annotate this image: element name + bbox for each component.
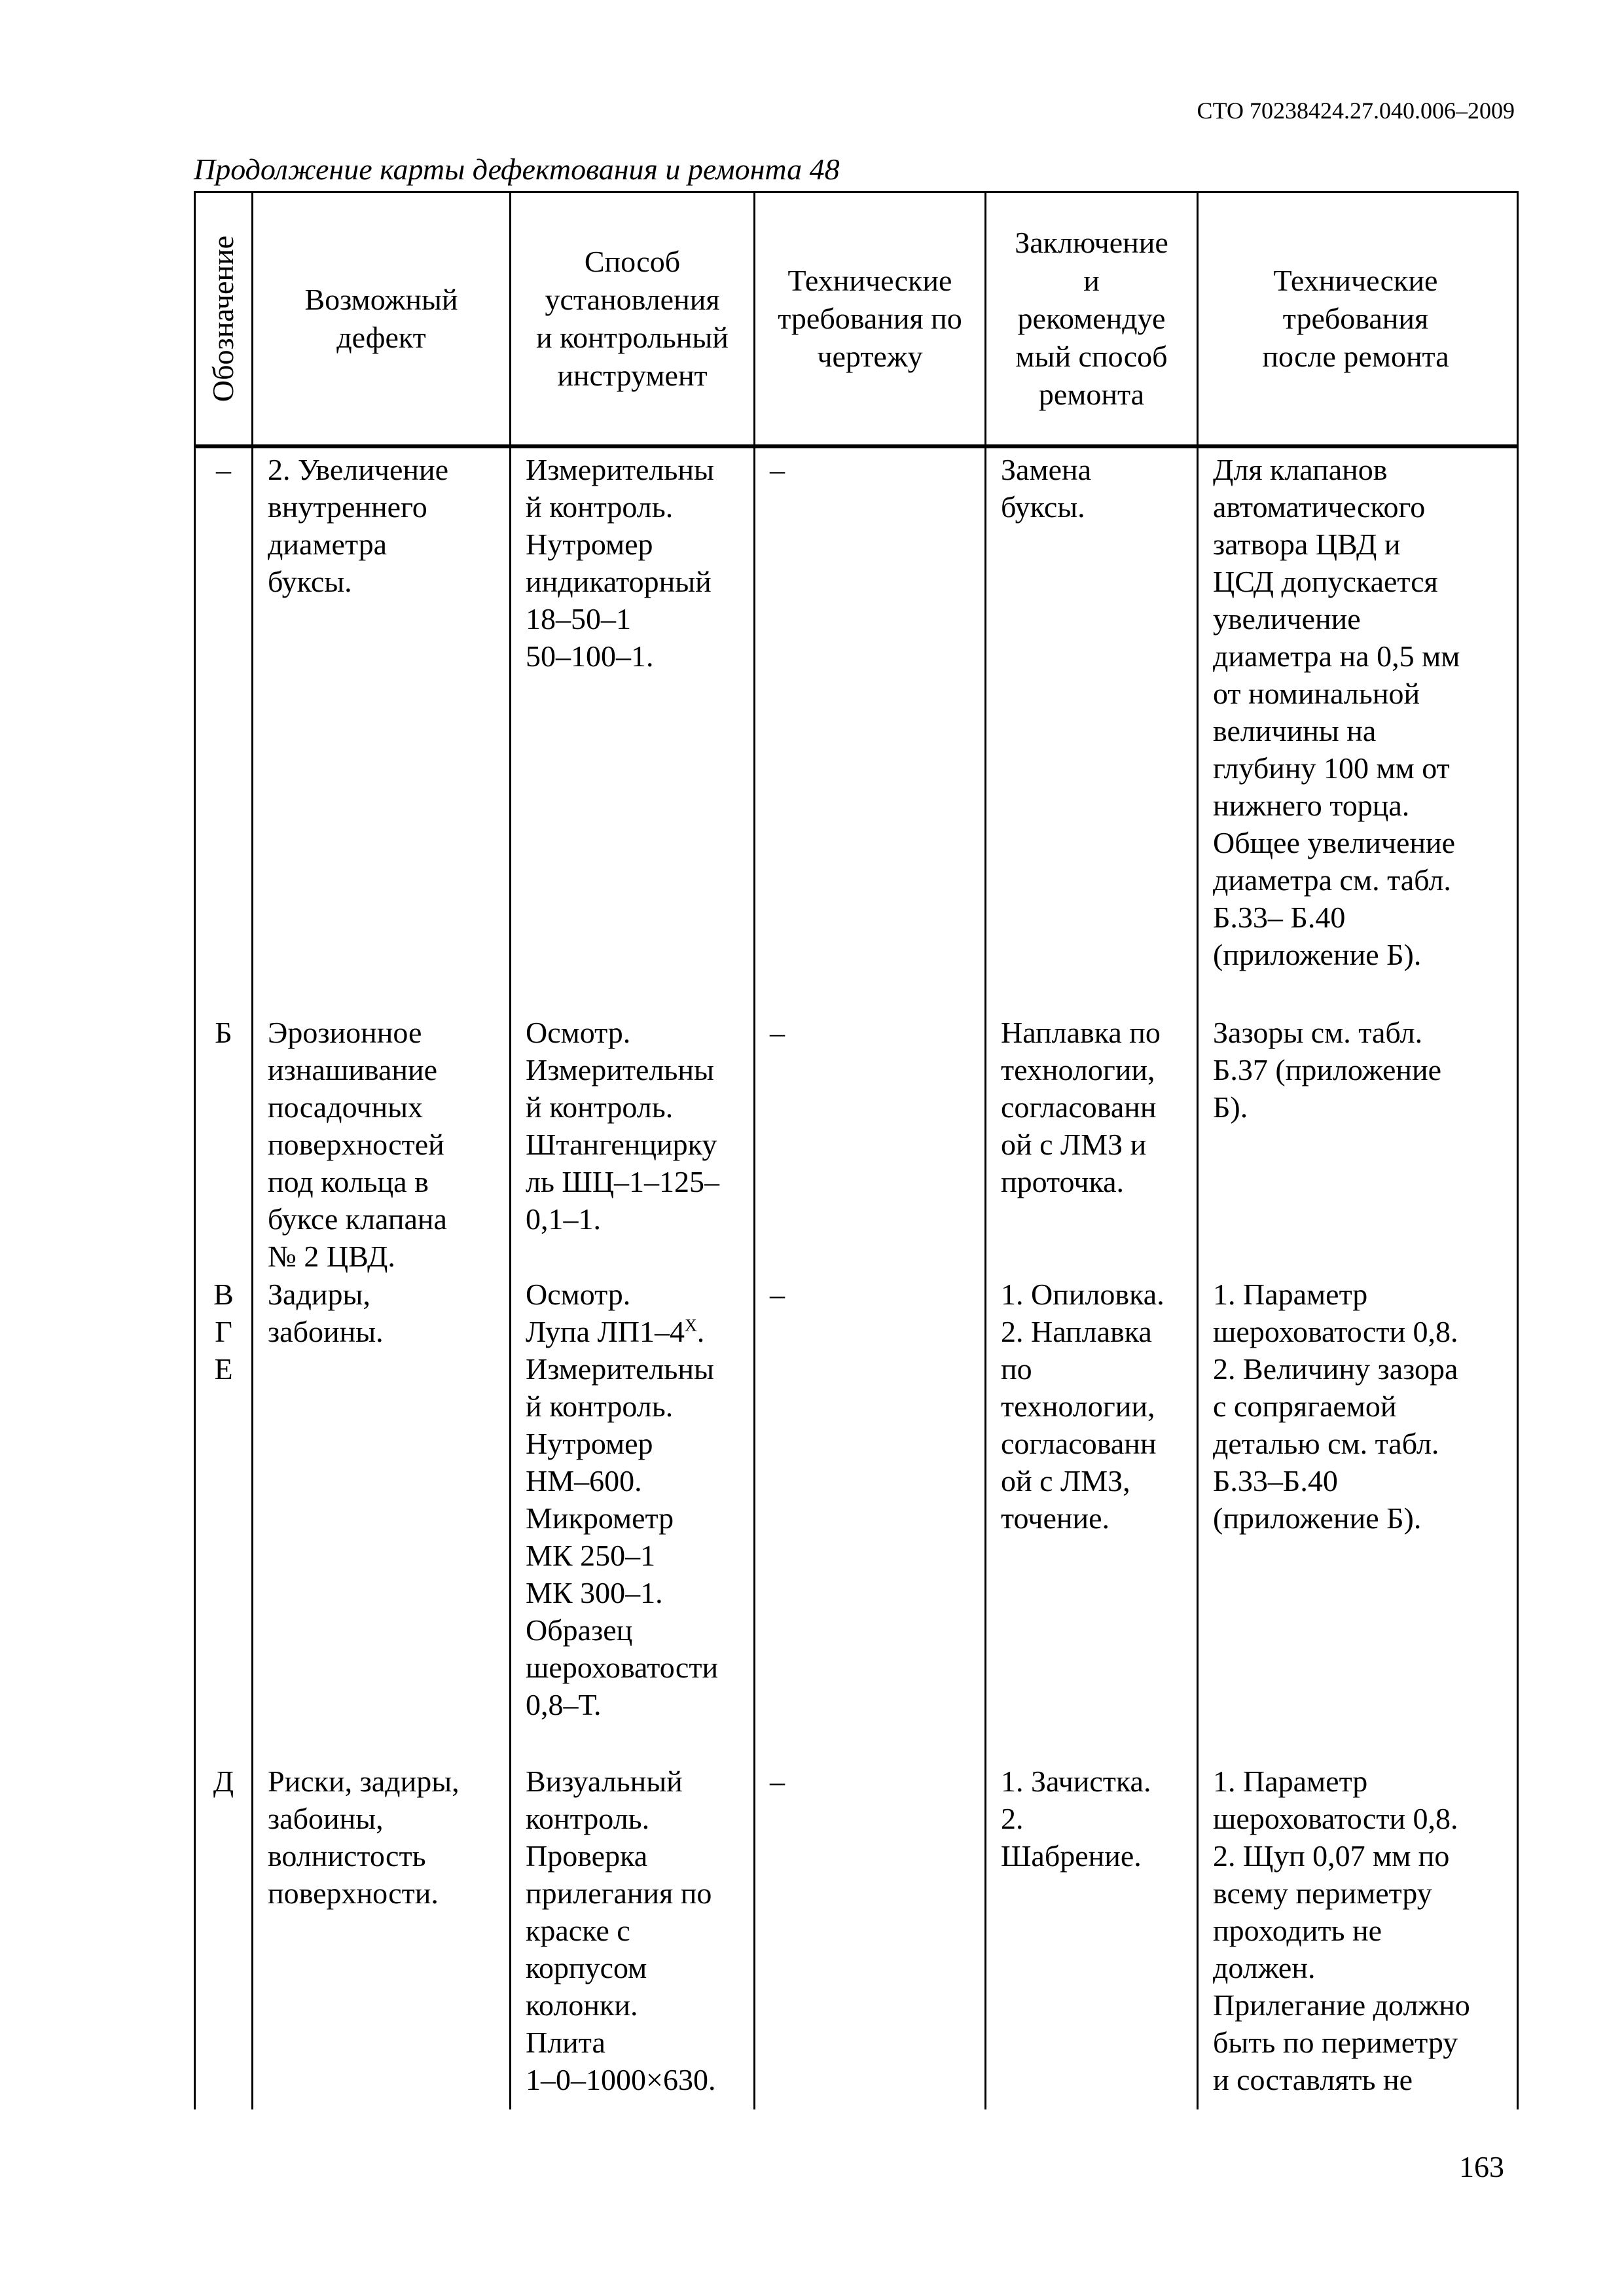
header-designation: Обозначение <box>196 193 253 444</box>
table-row <box>196 1763 1517 2098</box>
cell-after-repair: Для клапанов автоматического затвора ЦВД и ЦСД допускается увеличение диаметра на 0,5 мм от номинальной величины на глубину 100 мм от нижнего торца. Общее увеличение диаметра см. табл. Б.33– Б.40 (приложение Б). <box>1213 453 1460 971</box>
cell-drawing-req: – <box>770 1278 785 1311</box>
header-after-repair: Технические требования после ремонта <box>1262 264 1449 373</box>
cell-repair: Наплавка по технологии, согласованн ой с ЛМЗ и проточка. <box>1001 1016 1161 1198</box>
cell-defect: 2. Увеличение внутреннего диаметра буксы. <box>268 453 449 598</box>
header-defect: Возможный дефект <box>253 193 511 444</box>
table-row <box>196 448 1517 1014</box>
cell-repair: 1. Опиловка. 2. Наплавка по технологии, согласованн ой с ЛМЗ, точение. <box>1001 1278 1164 1535</box>
cell-method: Осмотр. Лупа $ЛП1-4^Х$. Измерительны й контроль. Нутромер НМ–600. Микрометр МК 250–1 МК 300–1. Образец шероховатости 0,8–Т. <box>526 1278 719 1721</box>
cell-method: Измерительны й контроль. Нутромер индикаторный 18–50–1 50–100–1. <box>526 453 714 673</box>
cell-after-repair: Зазоры см. табл. Б.37 (приложение Б). <box>1213 1016 1442 1124</box>
cell-drawing-req: – <box>770 1016 785 1049</box>
table-caption: Продолжение карты дефектования и ремонта 48 <box>194 152 840 186</box>
cell-defect: Риски, задиры, забоины, волнистость поверхности. <box>268 1765 460 1910</box>
cell-after-repair: 1. Параметр шероховатости 0,8. 2. Величину зазора с сопрягаемой деталью см. табл. Б.33–Б.40 (приложение Б). <box>1213 1278 1458 1535</box>
document-code: СТО 70238424.27.040.006–2009 <box>1197 98 1515 124</box>
cell-designation: – <box>216 453 231 486</box>
table-row <box>196 1276 1517 1763</box>
cell-repair: Замена буксы. <box>1001 453 1092 524</box>
header-drawing-requirements: Технические требования по чертежу <box>755 193 986 444</box>
cell-drawing-req: – <box>770 453 785 486</box>
header-method: Способ установления и контрольный инструмент <box>511 193 755 444</box>
header-repair-method: Заключение и рекомендуе мый способ ремонта <box>986 193 1199 444</box>
cell-defect: Эрозионное изнашивание посадочных поверхностей под кольца в буксе клапана № 2 ЦВД. <box>268 1016 447 1273</box>
cell-method: Осмотр. Измерительны й контроль. Штангенцирку ль ШЦ–1–125– 0,1–1. <box>526 1016 720 1236</box>
table-body <box>196 448 1517 2098</box>
page-number: 163 <box>1459 2150 1504 2183</box>
cell-repair: 1. Зачистка. 2. Шабрение. <box>1001 1765 1151 1873</box>
cell-drawing-req: – <box>770 1765 785 1798</box>
cell-method: Визуальный контроль. Проверка прилегания по краске с корпусом колонки. Плита 1–0–1000×630. <box>526 1765 716 2096</box>
cell-designation: Б <box>215 1016 232 1049</box>
cell-designation: Д <box>213 1765 234 1798</box>
superscript-x: Х <box>685 1316 697 1335</box>
defect-repair-table <box>194 191 1519 2109</box>
cell-after-repair: 1. Параметр шероховатости 0,8. 2. Щуп 0,07 мм по всему периметру проходить не должен. Прилегание должно быть по периметру и составлять не <box>1213 1765 1470 2096</box>
table-header <box>196 193 1517 448</box>
table-row <box>196 1014 1517 1276</box>
cell-designation: В Г Е <box>213 1278 234 1386</box>
cell-defect: Задиры, забоины. <box>268 1278 384 1348</box>
